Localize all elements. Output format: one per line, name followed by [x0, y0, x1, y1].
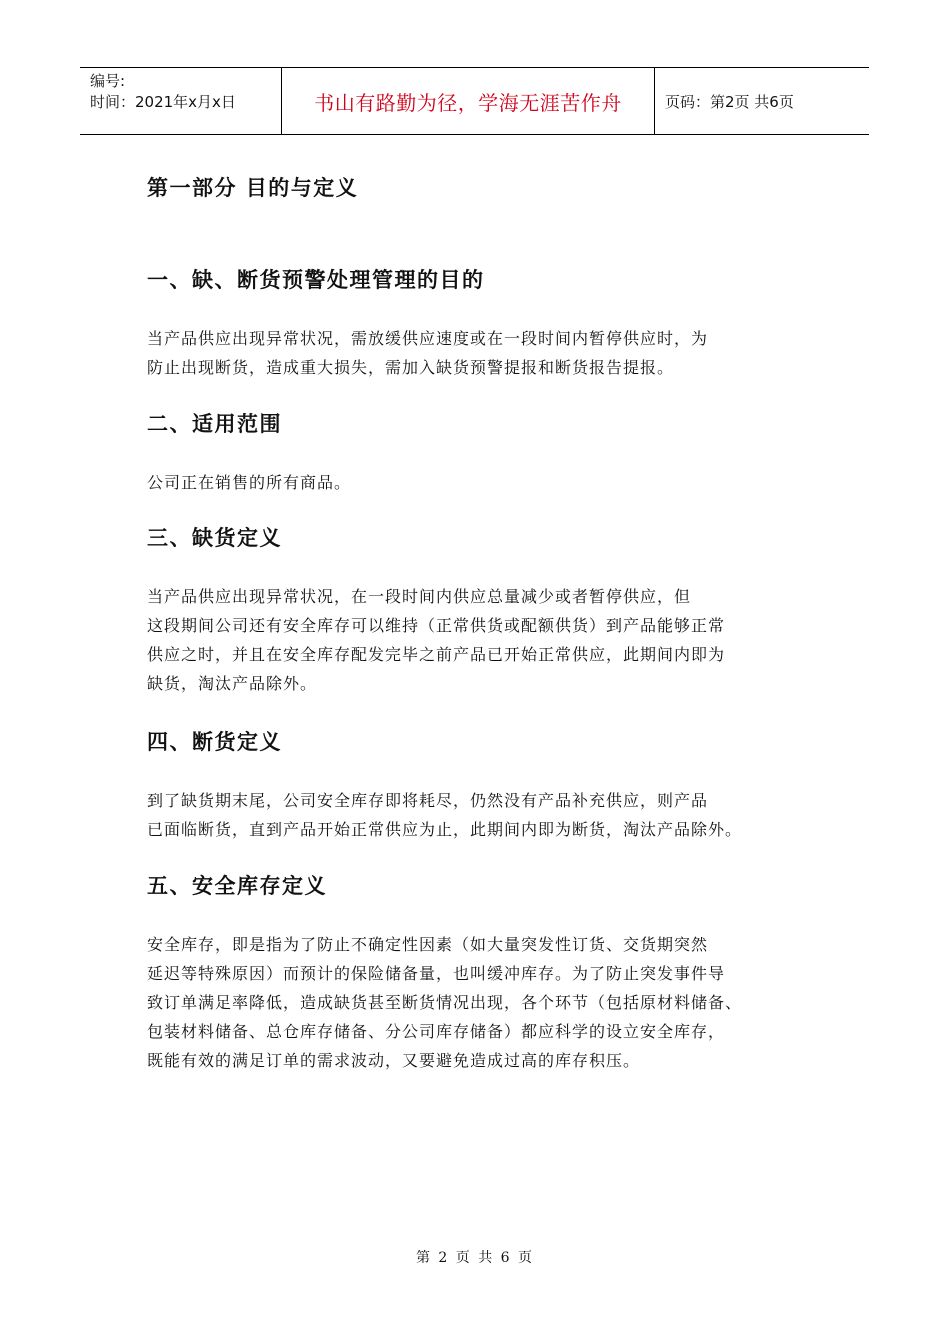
- page-header: [80, 67, 869, 135]
- paragraph-line: 既能有效的满足订单的需求波动，又要避免造成过高的库存积压。: [147, 1051, 641, 1070]
- paragraph-line: 安全库存，即是指为了防止不确定性因素（如大量突发性订货、交货期突然: [147, 935, 709, 954]
- page-footer: 第 2 页 共 6 页: [415, 1250, 535, 1266]
- document-number-label: 编号:: [90, 72, 126, 90]
- paragraph-line: 缺货，淘汰产品除外。: [147, 674, 318, 693]
- header-page-info: 页码：第2页 共6页: [665, 92, 794, 111]
- paragraph-line: 已面临断货，直到产品开始正常供应为止，此期间内即为断货，淘汰产品除外。: [147, 820, 743, 839]
- paragraph-line: 当产品供应出现异常状况，在一段时间内供应总量减少或者暂停供应，但: [147, 587, 692, 606]
- section-body-purpose: [147, 324, 807, 382]
- section-body-outofstock: [147, 786, 807, 844]
- section-heading-safety-stock: 五、安全库存定义: [147, 874, 327, 898]
- paragraph-line: 当产品供应出现异常状况，需放缓供应速度或在一段时间内暂停供应时，为: [147, 329, 709, 348]
- paragraph-line: 到了缺货期末尾，公司安全库存即将耗尽，仍然没有产品补充供应，则产品: [147, 791, 709, 810]
- paragraph-line: 这段期间公司还有安全库存可以维持（正常供货或配额供货）到产品能够正常: [147, 616, 726, 635]
- paragraph-line: 防止出现断货，造成重大损失，需加入缺货预警提报和断货报告提报。: [147, 358, 675, 377]
- section-heading-outofstock: 四、断货定义: [147, 730, 282, 754]
- section-heading-scope: 二、适用范围: [147, 412, 282, 436]
- section-body-scope: [147, 468, 807, 497]
- paragraph-line: 公司正在销售的所有商品。: [147, 473, 352, 492]
- paragraph-line: 包装材料储备、总仓库存储备、分公司库存储备）都应科学的设立安全库存，: [147, 1022, 726, 1041]
- header-motto: 书山有路勤为径，学海无涯苦作舟: [282, 68, 655, 134]
- part-title: 第一部分 目的与定义: [147, 176, 359, 200]
- section-body-shortage: [147, 582, 807, 698]
- section-heading-shortage: 三、缺货定义: [147, 526, 282, 550]
- header-meta-cell: [80, 68, 282, 134]
- paragraph-line: 供应之时，并且在安全库存配发完毕之前产品已开始正常供应，此期间内即为: [147, 645, 726, 664]
- paragraph-line: 延迟等特殊原因）而预计的保险储备量，也叫缓冲库存。为了防止突发事件导: [147, 964, 726, 983]
- document-time-label: 时间：2021年x月x日: [90, 93, 236, 111]
- section-body-safety-stock: [147, 930, 807, 1075]
- paragraph-line: 致订单满足率降低，造成缺货甚至断货情况出现，各个环节（包括原材料储备、: [147, 993, 743, 1012]
- section-heading-purpose: 一、缺、断货预警处理管理的目的: [147, 268, 485, 292]
